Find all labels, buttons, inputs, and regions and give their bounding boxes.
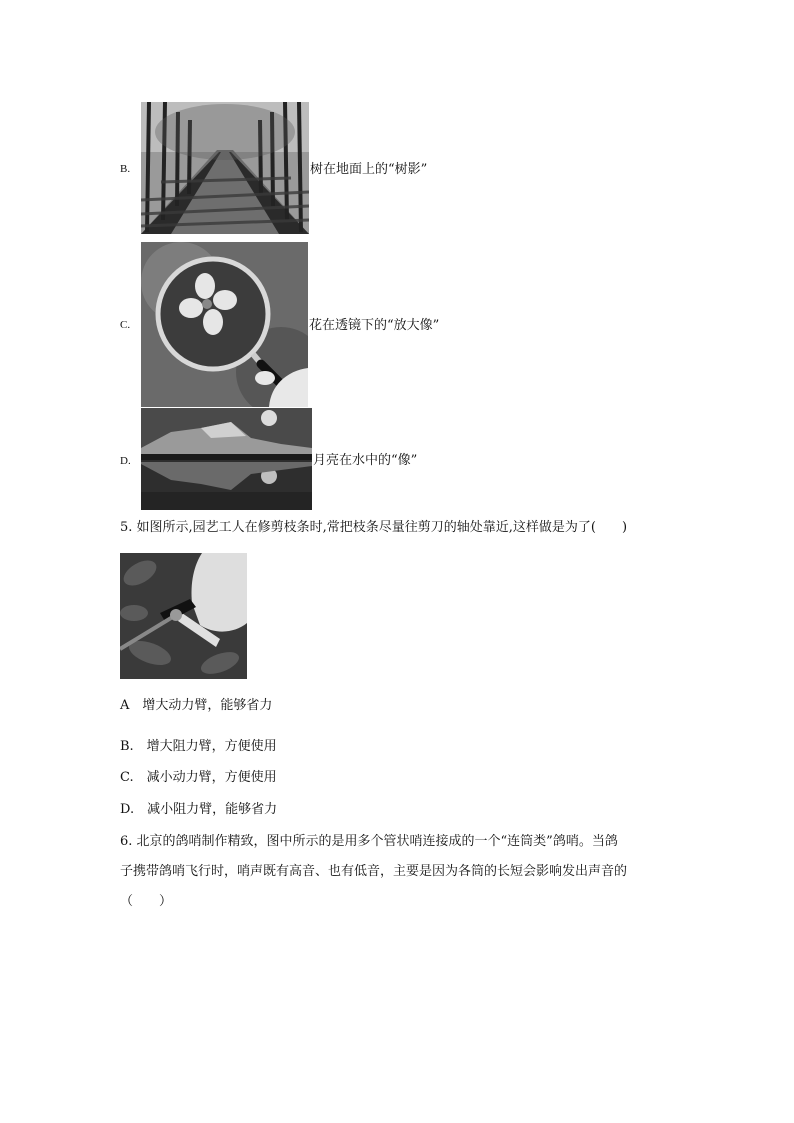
option-b-letter: B. [120, 163, 131, 175]
option-b-text: 树在地面上的“树影” [310, 162, 428, 177]
question-5-stem: 5. 如图所示,园艺工人在修剪枝条时,常把枝条尽量往剪刀的轴处靠近,这样做是为了( ) [120, 520, 628, 535]
option-5b: B. 增大阻力臂，方便使用 [120, 739, 277, 754]
magnifier-flower-image [141, 242, 308, 407]
option-c-letter: C. [120, 319, 131, 331]
question-6-line-3: （ ） [120, 894, 173, 909]
option-5c: C. 减小动力臂，方便使用 [120, 770, 277, 785]
option-5d: D. 减小阻力臂，能够省力 [120, 802, 278, 817]
option-c-text: 花在透镜下的“放大像” [309, 318, 440, 333]
question-6-line-1: 6. 北京的鸽哨制作精致，图中所示的是用多个管状哨连接成的一个“连筒类”鸽哨。当鸽 [120, 834, 618, 849]
option-d-letter: D. [120, 455, 131, 467]
tree-shadow-image [141, 102, 309, 234]
question-6-line-2: 子携带鸽哨飞行时，哨声既有高音、也有低音，主要是因为各筒的长短会影响发出声音的 [120, 864, 628, 879]
option-5a: A 增大动力臂，能够省力 [120, 698, 273, 713]
pruning-shears-image [120, 553, 247, 679]
option-d-text: 月亮在水中的“像” [313, 453, 418, 468]
moon-reflection-image [141, 408, 312, 510]
